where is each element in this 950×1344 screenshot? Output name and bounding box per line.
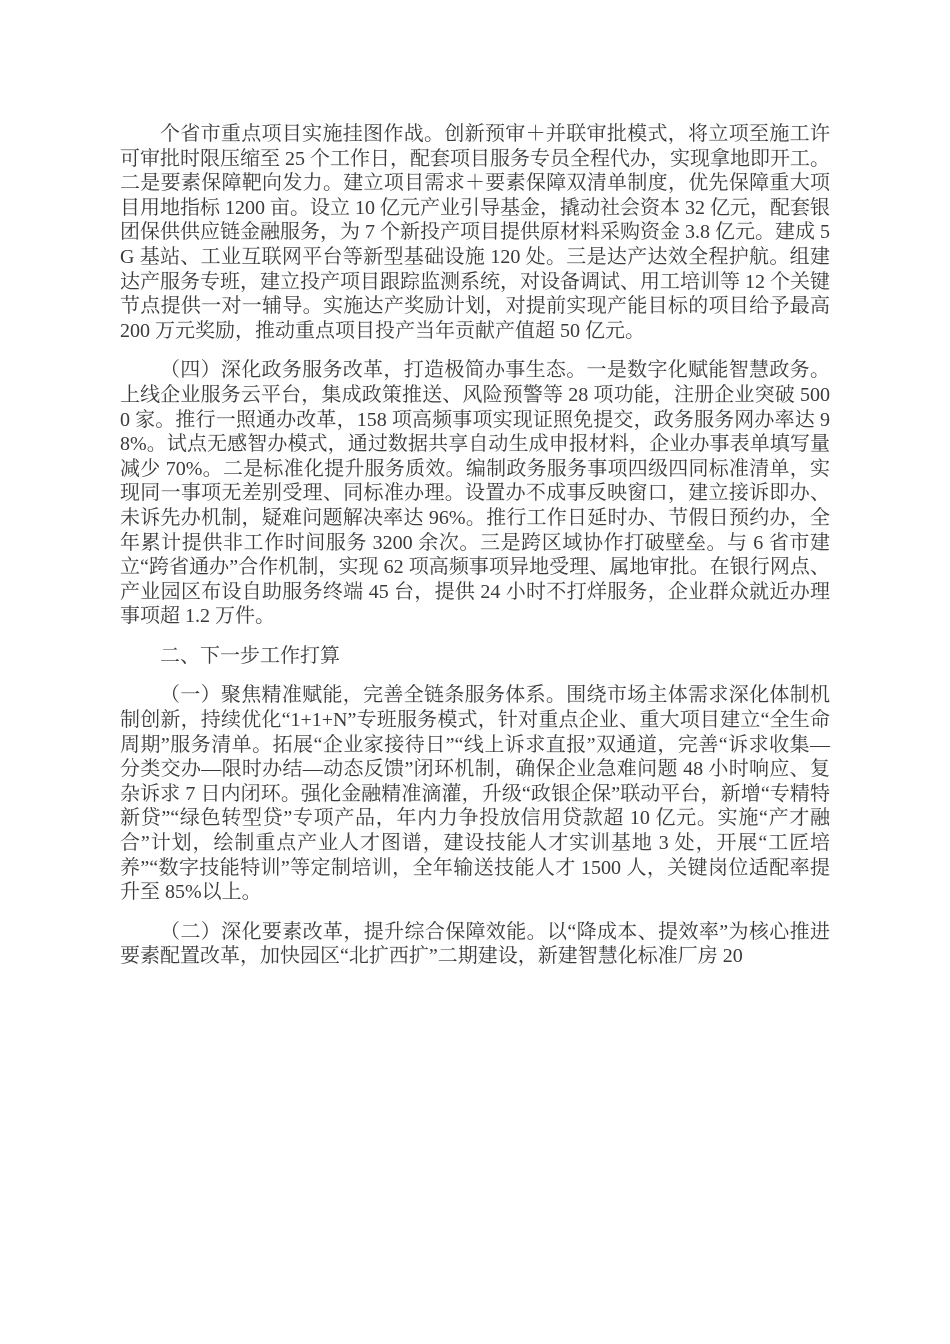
paragraph-next-step-one: （一）聚焦精准赋能，完善全链条服务体系。围绕市场主体需求深化体制机制创新，持续优化“1+1+N”专班服务模式，针对重点企业、重大项目建立“全生命周期”服务清单。拓展“企业家接待日”“线上诉求直报”双通道，完善“诉求收集—分类交办—限时办结—动态反馈”闭环机制，确保企业急难问题 48 小时响应、复杂诉求 7 日内闭环。强化金融精准滴灌，升级“政银企保”联动平台，新增“专精特新贷”“绿色转型贷”专项产品，年内力争投放信用贷款超 10 亿元。实施“产才融合”计划，绘制重点产业人才图谱，建设技能人才实训基地 3 处，开展“工匠培养”“数字技能特训”等定制培训，全年输送技能人才 1500 人，关键岗位适配率提升至 85%以上。 — [120, 684, 830, 904]
section-heading-part-two: 二、下一步工作打算 — [160, 644, 340, 667]
paragraph-next-step-two: （二）深化要素改革，提升综合保障效能。以“降成本、提效率”为核心推进要素配置改革，加快园区“北扩西扩”二期建设，新建智慧化标准厂房 20 — [120, 920, 830, 968]
document-body — [120, 122, 830, 984]
paragraph-section-four: （四）深化政务服务改革，打造极简办事生态。一是数字化赋能智慧政务。上线企业服务云平台，集成政策推送、风险预警等 28 项功能，注册企业突破 5000 家。推行一照通办改革，158 项高频事项实现证照免提交，政务服务网办率达 98%。试点无感智办模式，通过数据共享自动生成申报材料，企业办事表单填写量减少 70%。二是标准化提升服务质效。编制政务服务事项四级四同标准清单，实现同一事项无差别受理、同标准办理。设置办不成事反映窗口，建立接诉即办、未诉先办机制，疑难问题解决率达 96%。推行工作日延时办、节假日预约办，全年累计提供非工作时间服务 3200 余次。三是跨区域协作打破壁垒。与 6 省市建立“跨省通办”合作机制，实现 62 项高频事项异地受理、属地审批。在银行网点、产业园区布设自助服务终端 45 台，提供 24 小时不打烊服务，企业群众就近办理事项超 1.2 万件。 — [120, 359, 830, 628]
paragraph-continuation: 个省市重点项目实施挂图作战。创新预审＋并联审批模式，将立项至施工许可审批时限压缩至 25 个工作日，配套项目服务专员全程代办，实现拿地即开工。二是要素保障靶向发力。建立项目需求＋要素保障双清单制度，优先保障重大项目用地指标 1200 亩。设立 10 亿元产业引导基金，撬动社会资本 32 亿元，配套银团保供供应链金融服务，为 7 个新投产项目提供原材料采购资金 3.8 亿元。建成 5G 基站、工业互联网平台等新型基础设施 120 处。三是达产达效全程护航。组建达产服务专班，建立投产项目跟踪监测系统，对设备调试、用工培训等 12 个关键节点提供一对一辅导。实施达产奖励计划，对提前实现产能目标的项目给予最高 200 万元奖励，推动重点项目投产当年贡献产值超 50 亿元。 — [120, 123, 830, 342]
